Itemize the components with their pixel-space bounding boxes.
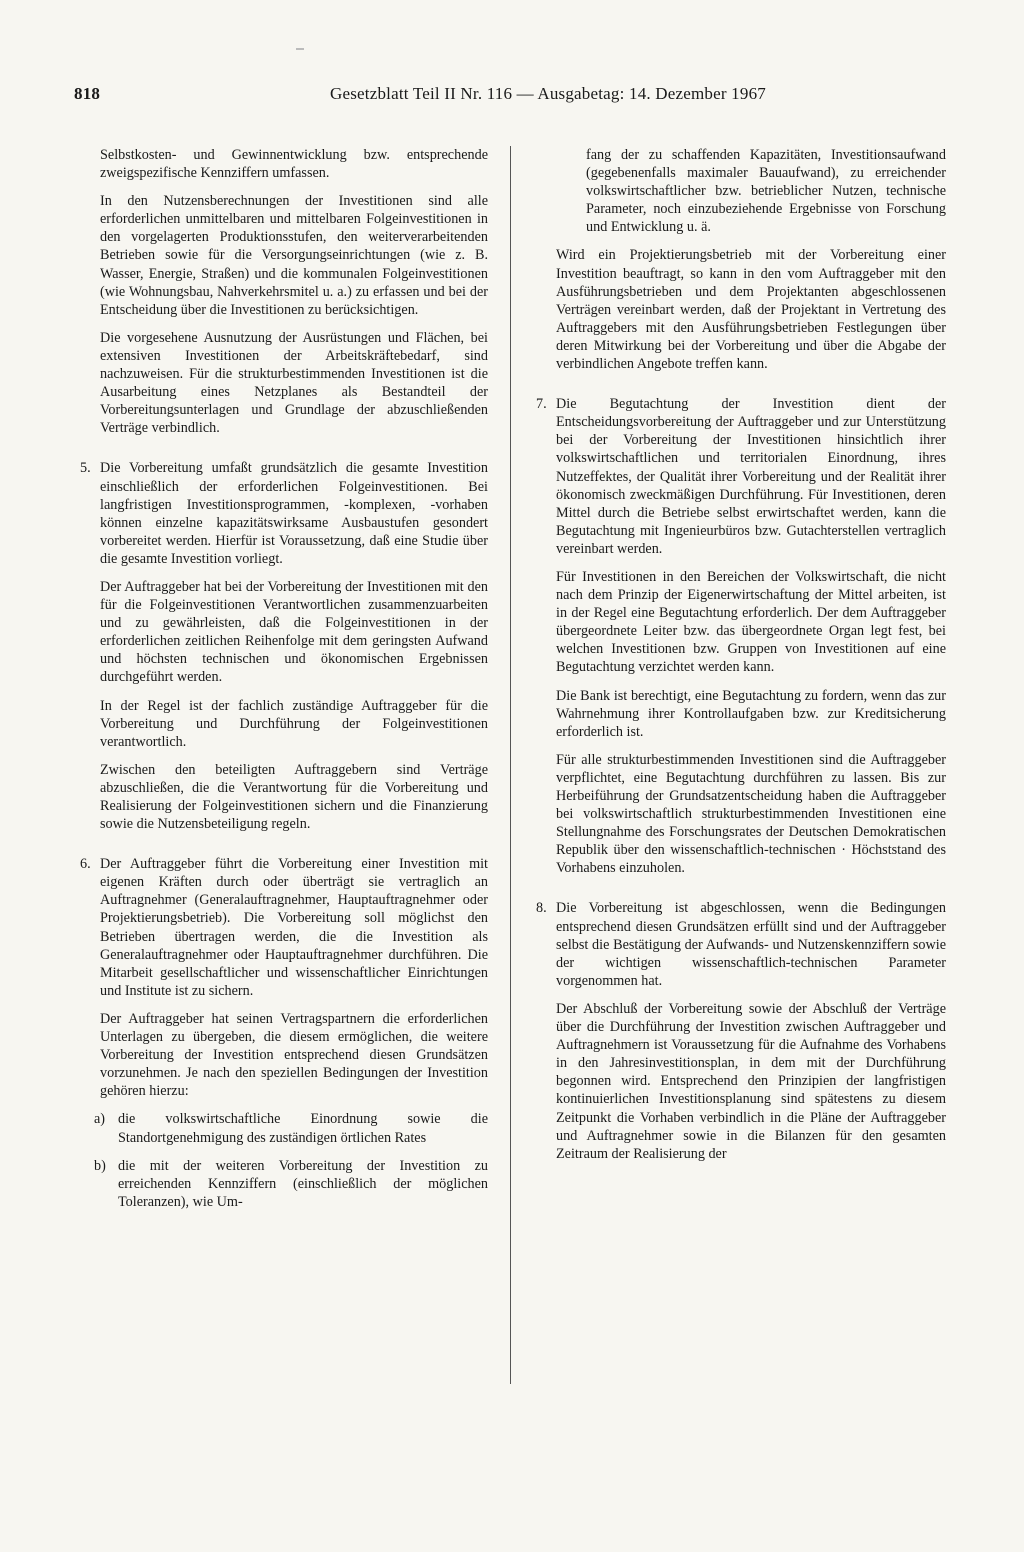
paragraph: Der Auftraggeber führt die Vorbereitung einer Investition mit eigenen Kräften durch oder überträgt sie vertraglich an Auftragnehmer (Generalauftragnehmer, Hauptauftragnehmer oder Projektierungsbetrieb). Die Vorbereitung soll möglichst den Betrieben übertragen werden, die die Investition als Generalauftragnehmer oder Hauptauftragnehmer durchführen. Die Mitarbeit gesellschaftlicher und wissenschaftlicher Einrichtungen und Institute ist zu sichern.	[100, 856, 488, 999]
paragraph: Die vorgesehene Ausnutzung der Ausrüstungen und Flächen, bei extensiven Investitionen der Arbeitskräftebedarf, sind nachzuweisen. Für die strukturbestimmenden Investitionen ist die Ausarbeitung eines Netzplanes als Bestandteil der Vorbereitungsunterlagen und Grundlage der abzuschließenden Verträge verbindlich.	[100, 329, 488, 437]
paragraph: die volkswirtschaftliche Einordnung sowie die Standortgenehmigung des zuständigen örtlichen Rates	[118, 1111, 488, 1146]
numbered-item-7	[536, 395, 946, 558]
item-number: 7.	[536, 396, 547, 413]
item-letter: b)	[94, 1157, 106, 1174]
paragraph: Für alle strukturbestimmenden Investitionen sind die Auftraggeber verpflichtet, eine Begutachtung durchführen zu lassen. Bis zur Herbeiführung der Grundsatzentscheidung haben die Auftraggeber bei volkswirtschaftlich strukturbestimmenden Investitionen eine Stellungnahme des Forschungsrates der Deutschen Demokratischen Republik über den wissenschaftlich-technischen · Höchststand des Vorhabens einzuholen.	[556, 751, 946, 877]
paragraph: Der Auftraggeber hat seinen Vertragspartnern die erforderlichen Unterlagen zu übergeben, die diesem ermöglichen, die weitere Vorbereitung der Investition entsprechend diesen Grundsätzen vorzunehmen. Je nach den speziellen Bedingungen der Investition gehören hierzu:	[100, 1010, 488, 1100]
paragraph: die mit der weiteren Vorbereitung der Investition zu erreichenden Kennziffern (einschließlich der möglichen Toleranzen), wie Um-	[118, 1157, 488, 1210]
numbered-item-8	[536, 899, 946, 989]
left-column	[80, 146, 488, 1221]
paragraph: Der Abschluß der Vorbereitung sowie der Abschluß der Verträge über die Durchführung der Investition zwischen Auftraggeber und Auftragnehmern ist Voraussetzung für die Aufnahme des Vorhabens in den Jahresinvestitionsplan, in dem mit der Durchführung begonnen wird. Entsprechend den Prinzipien der langfristigen kontinuierlichen Investitionsplanung sind spätestens zu diesem Zeitpunkt die Vorhaben verbindlich in die Pläne der Auftraggeber und Auftragnehmer sowie in die Bilanzen für den gesamten Zeitraum der Realisierung der	[556, 1000, 946, 1162]
paragraph: Die Begutachtung der Investition dient der Entscheidungsvorbereitung der Auftraggeber und zur Unterstützung bei der Vorbereitung der Investitionen hinsichtlich ihrer volkswirtschaftlichen und territorialen Einordnung, ihres Nutzeffektes, der Qualität ihrer Vorbereitung und der Realität ihrer ökonomisch zweckmäßigen Durchführung. Für Investitionen, deren Mittel durch die Betriebe selbst erwirtschaftet werden, kann die Begutachtung mit Ingenieurbüros bzw. Gutachterstellen vertraglich vereinbart werden.	[556, 396, 946, 557]
item-letter: a)	[94, 1111, 106, 1128]
header-title: Gesetzblatt Teil II Nr. 116 — Ausgabetag: 14. Dezember 1967	[330, 84, 766, 103]
paragraph: Zwischen den beteiligten Auftraggebern sind Verträge abzuschließen, die die Verantwortung für die Vorbereitung und Realisierung der Folgeinvestitionen sichern und die Finanzierung sowie die Nutzensbeteiligung regeln.	[100, 761, 488, 833]
column-divider	[510, 146, 511, 1384]
paragraph: Für Investitionen in den Bereichen der Volkswirtschaft, die nicht nach dem Prinzip der Eigenerwirtschaftung der Mittel arbeiten, ist in der Regel eine Begutachtung erforderlich. Der dem Auftraggeber übergeordnete Leiter bzw. das übergeordnete Organ legt fest, bei welchen Investitionen bzw. Gruppen von Investitionen auf eine Begutachtung verzichtet werden kann.	[556, 568, 946, 676]
paragraph: Die Vorbereitung ist abgeschlossen, wenn die Bedingungen entsprechend diesen Grundsätzen erfüllt sind und der Auftraggeber selbst die Bestätigung der Aufwands- und Nutzenskennziffern sowie der wichtigen wissenschaftlich-technischen Parameter vorgenommen hat.	[556, 900, 946, 989]
page-header	[74, 84, 766, 112]
item-number: 8.	[536, 900, 547, 917]
right-column	[536, 146, 946, 1173]
numbered-item-5	[80, 459, 488, 568]
print-smudge	[296, 48, 304, 50]
paragraph: fang der zu schaffenden Kapazitäten, Investitionsaufwand (gegebenenfalls maximaler Bauaufwand), zu erreichender volkswirtschaftlicher bzw. betrieblicher Nutzen, technische Parameter, noch einzubeziehende Ergebnisse von Forschung und Entwicklung u. ä.	[586, 147, 946, 236]
lettered-item-a	[94, 1110, 488, 1146]
page-number: 818	[74, 84, 101, 103]
paragraph: Die Vorbereitung umfaßt grundsätzlich die gesamte Investition einschließlich der erforderlichen Folgeinvestitionen. Bei langfristigen Investitionsprogrammen, -komplexen, -vorhaben können einzelne kapazitätswirksame Ausbaustufen gesondert vorbereitet werden. Hierfür ist Voraussetzung, daß eine Studie über die gesamte Investition vorliegt.	[100, 460, 488, 567]
lettered-item-b	[94, 1157, 488, 1211]
paragraph: Der Auftraggeber hat bei der Vorbereitung der Investitionen mit den für die Folgeinvestitionen Verantwortlichen zusammenzuarbeiten und zu gewährleisten, daß die Folgeinvestitionen in der erforderlichen zeitlichen Reihenfolge mit dem geringsten Aufwand und höchsten technischen und ökonomischen Ergebnissen durchgeführt werden.	[100, 578, 488, 686]
paragraph: In den Nutzensberechnungen der Investitionen sind alle erforderlichen unmittelbaren und mittelbaren Folgeinvestitionen in den vorgelagerten Produktionsstufen, den weiterverarbeitenden Betrieben sowie für die Versorgungseinrichtungen (wie z. B. Wasser, Energie, Straßen) und die kommunalen Folgeinvestitionen (wie Wohnungsbau, Nahverkehrsmitel u. a.) zu erfassen und bei der Entscheidung über die Investitionen zu berücksichtigen.	[100, 193, 488, 318]
numbered-item-6	[80, 855, 488, 1000]
paragraph: Wird ein Projektierungsbetrieb mit der Vorbereitung einer Investition beauftragt, so kann in den vom Auftraggeber mit den Ausführungsbetrieben und dem Projektanten abgeschlossenen Verträgen vereinbart werden, daß der Projektant in Vertretung des Auftraggebers mit den Ausführungsbetrieben Festlegungen über deren Mitwirkung bei der Vorbereitung und über die Abgabe der verbindlichen Angebote treffen kann.	[556, 247, 946, 373]
paragraph: Die Bank ist berechtigt, eine Begutachtung zu fordern, wenn das zur Wahrnehmung ihrer Kontrollaufgaben bzw. zur Kreditsicherung erforderlich ist.	[556, 687, 946, 740]
item-number: 5.	[80, 460, 91, 477]
item-number: 6.	[80, 856, 91, 873]
paragraph: In der Regel ist der fachlich zuständige Auftraggeber für die Vorbereitung und Durchführung der Folgeinvestitionen verantwortlich.	[100, 697, 488, 750]
paragraph: Selbstkosten- und Gewinnentwicklung bzw. entsprechende zweigspezifische Kennziffern umfassen.	[100, 147, 488, 182]
